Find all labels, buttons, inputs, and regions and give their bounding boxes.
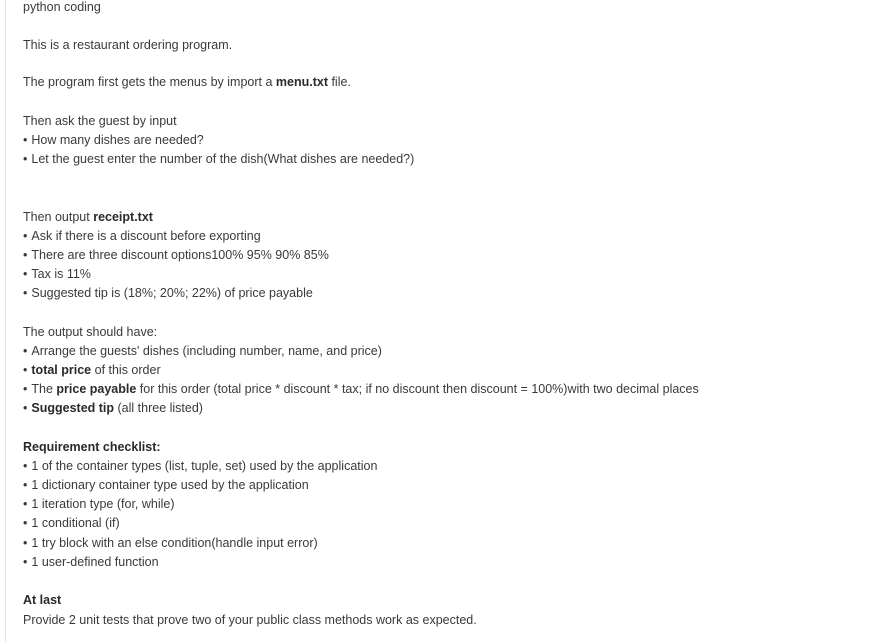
checklist-item-6 — [23, 554, 159, 570]
output-item-4-text: Suggested tip is (18%; 20%; 22%) of price payable — [31, 286, 313, 300]
checklist-item-1-text: 1 of the container types (list, tuple, set) used by the application — [31, 459, 378, 473]
checklist-item-3-text: 1 iteration type (for, while) — [31, 497, 175, 511]
ask-item-2 — [23, 151, 414, 167]
checklist-item-1 — [23, 458, 377, 474]
bullet-icon: • — [23, 248, 28, 262]
checklist-item-3 — [23, 496, 175, 512]
suggested-tip-label: Suggested tip — [31, 401, 115, 415]
receipt-file-name: receipt.txt — [93, 210, 153, 224]
at-last-title — [23, 592, 61, 608]
should-item-tip — [23, 400, 203, 416]
bullet-icon: • — [23, 555, 28, 569]
at-last-text: Provide 2 unit tests that prove two of your public class methods work as expected. — [23, 613, 477, 627]
should-item-tip-text: (all three listed) — [114, 401, 203, 415]
checklist-item-5 — [23, 535, 318, 551]
menu-line — [23, 74, 351, 90]
should-item-arrange — [23, 343, 382, 359]
bullet-icon: • — [23, 536, 28, 550]
menu-line-after: file. — [327, 75, 351, 89]
output-item-1 — [23, 228, 261, 244]
output-line — [23, 209, 153, 225]
ask-intro: Then ask the guest by input — [23, 114, 177, 128]
price-payable-label: price payable — [56, 382, 137, 396]
should-item-payable — [23, 381, 699, 397]
should-item-total-text: of this order — [91, 363, 161, 377]
output-item-4 — [23, 285, 313, 301]
bullet-icon: • — [23, 152, 28, 166]
should-have-heading: The output should have: — [23, 325, 158, 339]
checklist-item-4-text: 1 conditional (if) — [31, 516, 120, 530]
should-item-payable-text: for this order (total price * discount * tax; if no discount then discount = 100%)with two decimal places — [136, 382, 699, 396]
checklist-item-4 — [23, 515, 120, 531]
checklist-item-2-text: 1 dictionary container type used by the application — [31, 478, 309, 492]
output-line-before: Then output — [23, 210, 94, 224]
checklist-title-text: Requirement checklist: — [23, 440, 161, 454]
checklist-item-2 — [23, 477, 309, 493]
should-item-arrange-text: Arrange the guests' dishes (including number, name, and price) — [31, 344, 382, 358]
checklist-item-6-text: 1 user-defined function — [31, 555, 159, 569]
bullet-icon: • — [23, 286, 28, 300]
bullet-icon: • — [23, 497, 28, 511]
checklist-item-5-text: 1 try block with an else condition(handle input error) — [31, 536, 318, 550]
ask-item-2-text: Let the guest enter the number of the dish(What dishes are needed?) — [31, 152, 415, 166]
question-card — [5, 0, 878, 642]
bullet-icon: • — [23, 344, 28, 358]
header-text: python coding — [23, 0, 101, 14]
bullet-icon: • — [23, 133, 28, 147]
should-item-payable-before: The — [31, 382, 57, 396]
total-price-label: total price — [31, 363, 92, 377]
bullet-icon: • — [23, 401, 28, 415]
output-item-3-text: Tax is 11% — [31, 267, 91, 281]
output-item-1-text: Ask if there is a discount before exporting — [31, 229, 261, 243]
bullet-icon: • — [23, 516, 28, 530]
output-item-2-text: There are three discount options100% 95% 90% 85% — [31, 248, 329, 262]
at-last-title-text: At last — [23, 593, 62, 607]
output-item-2 — [23, 247, 329, 263]
output-item-3 — [23, 266, 91, 282]
bullet-icon: • — [23, 382, 28, 396]
ask-item-1 — [23, 132, 204, 148]
checklist-title — [23, 439, 161, 455]
bullet-icon: • — [23, 229, 28, 243]
bullet-icon: • — [23, 363, 28, 377]
bullet-icon: • — [23, 478, 28, 492]
ask-item-1-text: How many dishes are needed? — [31, 133, 204, 147]
bullet-icon: • — [23, 267, 28, 281]
intro-text: This is a restaurant ordering program. — [23, 38, 233, 52]
menu-line-before: The program first gets the menus by import a — [23, 75, 276, 89]
should-item-total — [23, 362, 161, 378]
menu-file-name: menu.txt — [275, 75, 328, 89]
bullet-icon: • — [23, 459, 28, 473]
